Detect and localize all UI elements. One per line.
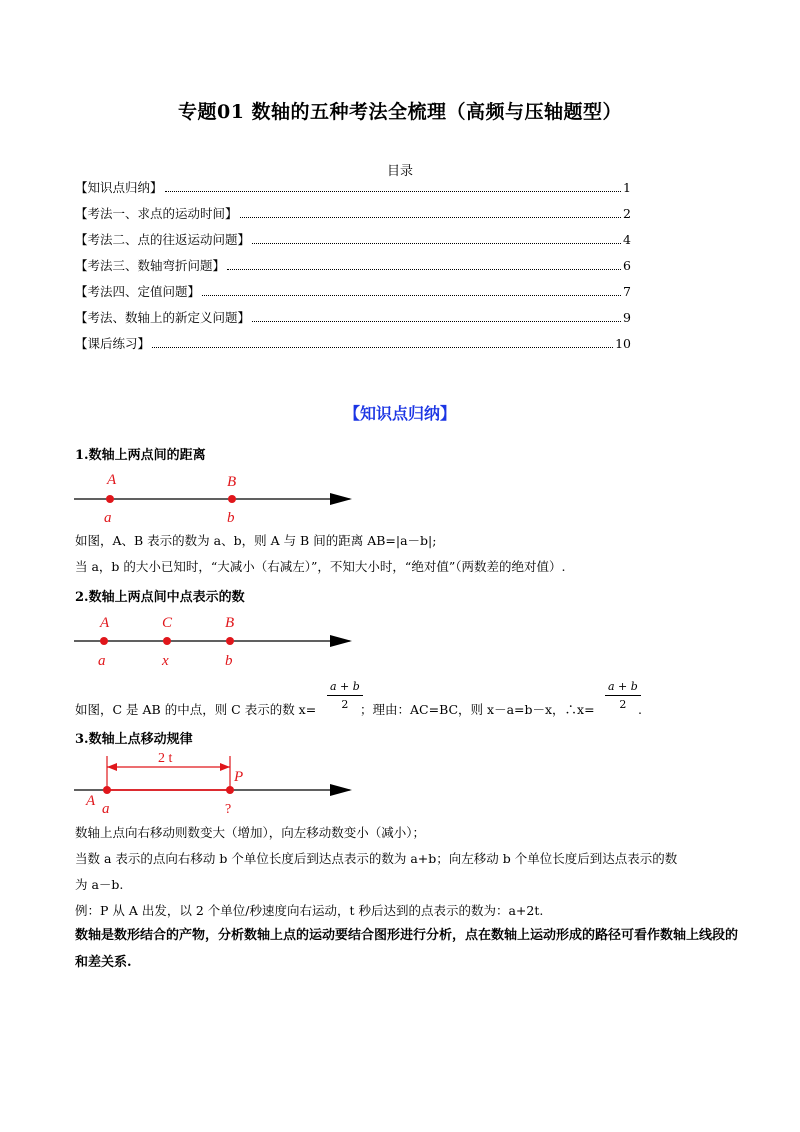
midpoint-text-a: 如图，C 是 AB 的中点，则 C 表示的数 x= (75, 702, 317, 717)
section-title: 【知识点归纳】 (343, 404, 456, 423)
subheading-movement: 3.数轴上点移动规律 (75, 732, 193, 747)
midpoint-number-line (74, 615, 350, 669)
distance-label: 2 t (158, 751, 173, 766)
toc-item-page: 7 (623, 284, 631, 299)
toc-item-label: 【知识点归纳】 (75, 180, 163, 195)
point-a-dot (106, 495, 114, 503)
fraction-bar (605, 695, 641, 696)
toc-heading: 目录 (386, 164, 413, 179)
point-a-dot (103, 786, 111, 794)
summary-bold-text: 数轴是数形结合的产物，分析数轴上点的运动要结合图形进行分析，点在数轴上运动形成的路径可看作数轴上线段的和差关系. (75, 928, 739, 970)
toc-item-label: 【考法、数轴上的新定义问题】 (75, 310, 251, 325)
toc-item-page: 9 (623, 310, 631, 325)
fraction-numerator: a + b (608, 680, 638, 693)
toc-item-page: 4 (623, 232, 631, 247)
midpoint-text-b: ；理由：AC=BC，则 x－a=b－x，∴x= (360, 702, 595, 717)
arrow-right-icon (220, 763, 230, 771)
toc-item-label: 【考法一、求点的运动时间】 (75, 206, 238, 221)
point-p-label: P (234, 769, 244, 785)
fraction-denominator: 2 (619, 698, 627, 711)
point-a-label: A (86, 793, 96, 809)
movement-line-3: 为 a－b. (75, 877, 124, 892)
subheading-distance: 1.数轴上两点间的距离 (75, 448, 206, 463)
midpoint-fraction-1 (327, 680, 363, 711)
point-b-dot (228, 495, 236, 503)
distance-line-2: 当 a，b 的大小已知时，“大减小（右减左）”，不知大小时，“绝对值”（两数差的绝对值）. (75, 559, 566, 574)
movement-number-line (74, 751, 350, 817)
toc-item-label: 【考法二、点的往返运动问题】 (75, 232, 251, 247)
page-title: 专题01 数轴的五种考法全梳理（高频与压轴题型） (177, 101, 623, 123)
distance-number-line (74, 472, 350, 526)
movement-text (75, 820, 735, 924)
movement-example: 例：P 从 A 出发，以 2 个单位/秒速度向右运动，t 秒后达到的点表示的数为：a+2t. (75, 903, 544, 918)
midpoint-reason (360, 700, 620, 720)
distance-text (75, 528, 735, 580)
subheading-midpoint: 2.数轴上两点间中点表示的数 (75, 590, 245, 605)
value-b-label: b (225, 653, 233, 669)
midpoint-fraction-2 (605, 680, 641, 711)
movement-line-2: 当数 a 表示的点向右移动 b 个单位长度后到达点表示的数为 a+b；向左移动 b 个单位长度后到达点表示的数 (75, 851, 678, 866)
fraction-denominator: 2 (341, 698, 349, 711)
point-a-label: A (107, 472, 117, 488)
unknown-value-label: ? (225, 802, 232, 817)
point-c-dot (163, 637, 171, 645)
toc-item-page: 2 (623, 206, 631, 221)
fraction-numerator: a + b (330, 680, 360, 693)
midpoint-text-c: . (638, 702, 642, 717)
toc-item-label: 【考法三、数轴弯折问题】 (75, 258, 226, 273)
value-a-label: a (98, 653, 106, 669)
toc-item-page: 1 (623, 180, 631, 195)
movement-line-1: 数轴上点向右移动则数变大（增加），向左移动数变小（减小）； (75, 825, 426, 840)
value-b-label: b (227, 510, 235, 526)
distance-line-1: 如图，A、B 表示的数为 a、b，则 A 与 B 间的距离 AB=|a－b|; (75, 533, 437, 548)
value-a-label: a (102, 801, 110, 817)
point-a-dot (100, 637, 108, 645)
midpoint-period (638, 700, 658, 720)
toc-item-label: 【考法四、定值问题】 (75, 284, 201, 299)
fraction-bar (327, 695, 363, 696)
point-b-dot (226, 637, 234, 645)
toc-item-page: 10 (615, 336, 631, 351)
arrow-left-icon (107, 763, 117, 771)
point-p-dot (226, 786, 234, 794)
point-b-label: B (225, 615, 235, 631)
point-c-label: C (162, 615, 173, 631)
point-b-label: B (227, 474, 237, 490)
toc-item-page: 6 (623, 258, 631, 273)
toc-item-label: 【课后练习】 (75, 336, 151, 351)
value-x-label: x (162, 653, 169, 669)
value-a-label: a (104, 510, 112, 526)
point-a-label: A (100, 615, 110, 631)
